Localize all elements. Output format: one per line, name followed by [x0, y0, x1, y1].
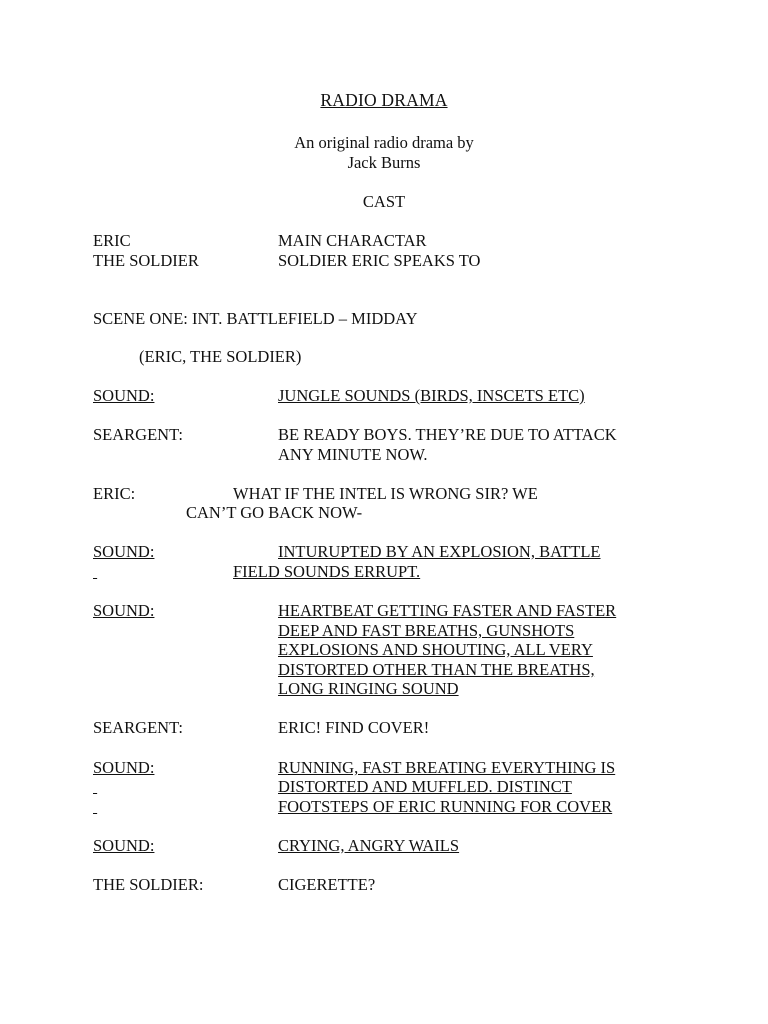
dialogue-line: DEEP AND FAST BREATHS, GUNSHOTS	[278, 621, 575, 640]
byline-line-1: An original radio drama by	[294, 133, 474, 152]
speaker-label: THE SOLDIER:	[93, 875, 204, 894]
speaker-label: SOUND:	[93, 836, 155, 855]
dialogue-line: FIELD SOUNDS ERRUPT.	[233, 562, 421, 581]
underline-spacer	[93, 562, 233, 582]
dialogue-line: EXPLOSIONS AND SHOUTING, ALL VERY	[278, 640, 593, 659]
speaker-label: SOUND:	[93, 758, 155, 777]
speaker-label: SEARGENT:	[93, 425, 183, 444]
dialogue-line: FOOTSTEPS OF ERIC RUNNING FOR COVER	[278, 797, 613, 816]
speaker-label: SOUND:	[93, 601, 155, 620]
cast-heading: CAST	[362, 192, 406, 211]
cast-role: MAIN CHARACTAR	[278, 231, 427, 250]
dialogue-line: LONG RINGING SOUND	[278, 679, 459, 698]
dialogue-line: DISTORTED AND MUFFLED. DISTINCT	[278, 777, 572, 796]
speaker-label: SOUND:	[93, 386, 155, 405]
speaker-label: SEARGENT:	[93, 718, 183, 737]
dialogue-line: ERIC! FIND COVER!	[278, 718, 430, 737]
dialogue-line: CAN’T GO BACK NOW-	[186, 503, 363, 522]
speaker-label: SOUND:	[93, 542, 155, 561]
dialogue-line: BE READY BOYS. THEY’RE DUE TO ATTACK	[278, 425, 617, 444]
scene-characters: (ERIC, THE SOLDIER)	[139, 347, 302, 366]
underline-spacer	[93, 777, 278, 797]
cast-role: SOLDIER ERIC SPEAKS TO	[278, 251, 481, 270]
dialogue-line: ANY MINUTE NOW.	[278, 445, 428, 464]
dialogue-line: WHAT IF THE INTEL IS WRONG SIR? WE	[233, 484, 538, 503]
dialogue-line: CIGERETTE?	[278, 875, 376, 894]
speaker-label: ERIC:	[93, 484, 136, 503]
dialogue-line: INTURUPTED BY AN EXPLOSION, BATTLE	[278, 542, 601, 561]
scene-heading: SCENE ONE: INT. BATTLEFIELD – MIDDAY	[93, 309, 418, 328]
dialogue-line: RUNNING, FAST BREATING EVERYTHING IS	[278, 758, 616, 777]
dialogue-line: HEARTBEAT GETTING FASTER AND FASTER	[278, 601, 617, 620]
dialogue-line: DISTORTED OTHER THAN THE BREATHS,	[278, 660, 595, 679]
dialogue-line: CRYING, ANGRY WAILS	[278, 836, 460, 855]
underline-spacer	[93, 797, 278, 817]
dialogue-line: JUNGLE SOUNDS (BIRDS, INSCETS ETC)	[278, 386, 585, 405]
cast-name: THE SOLDIER	[93, 251, 199, 270]
cast-name: ERIC	[93, 231, 131, 250]
byline-author: Jack Burns	[347, 153, 421, 172]
page-title: RADIO DRAMA	[320, 90, 448, 110]
